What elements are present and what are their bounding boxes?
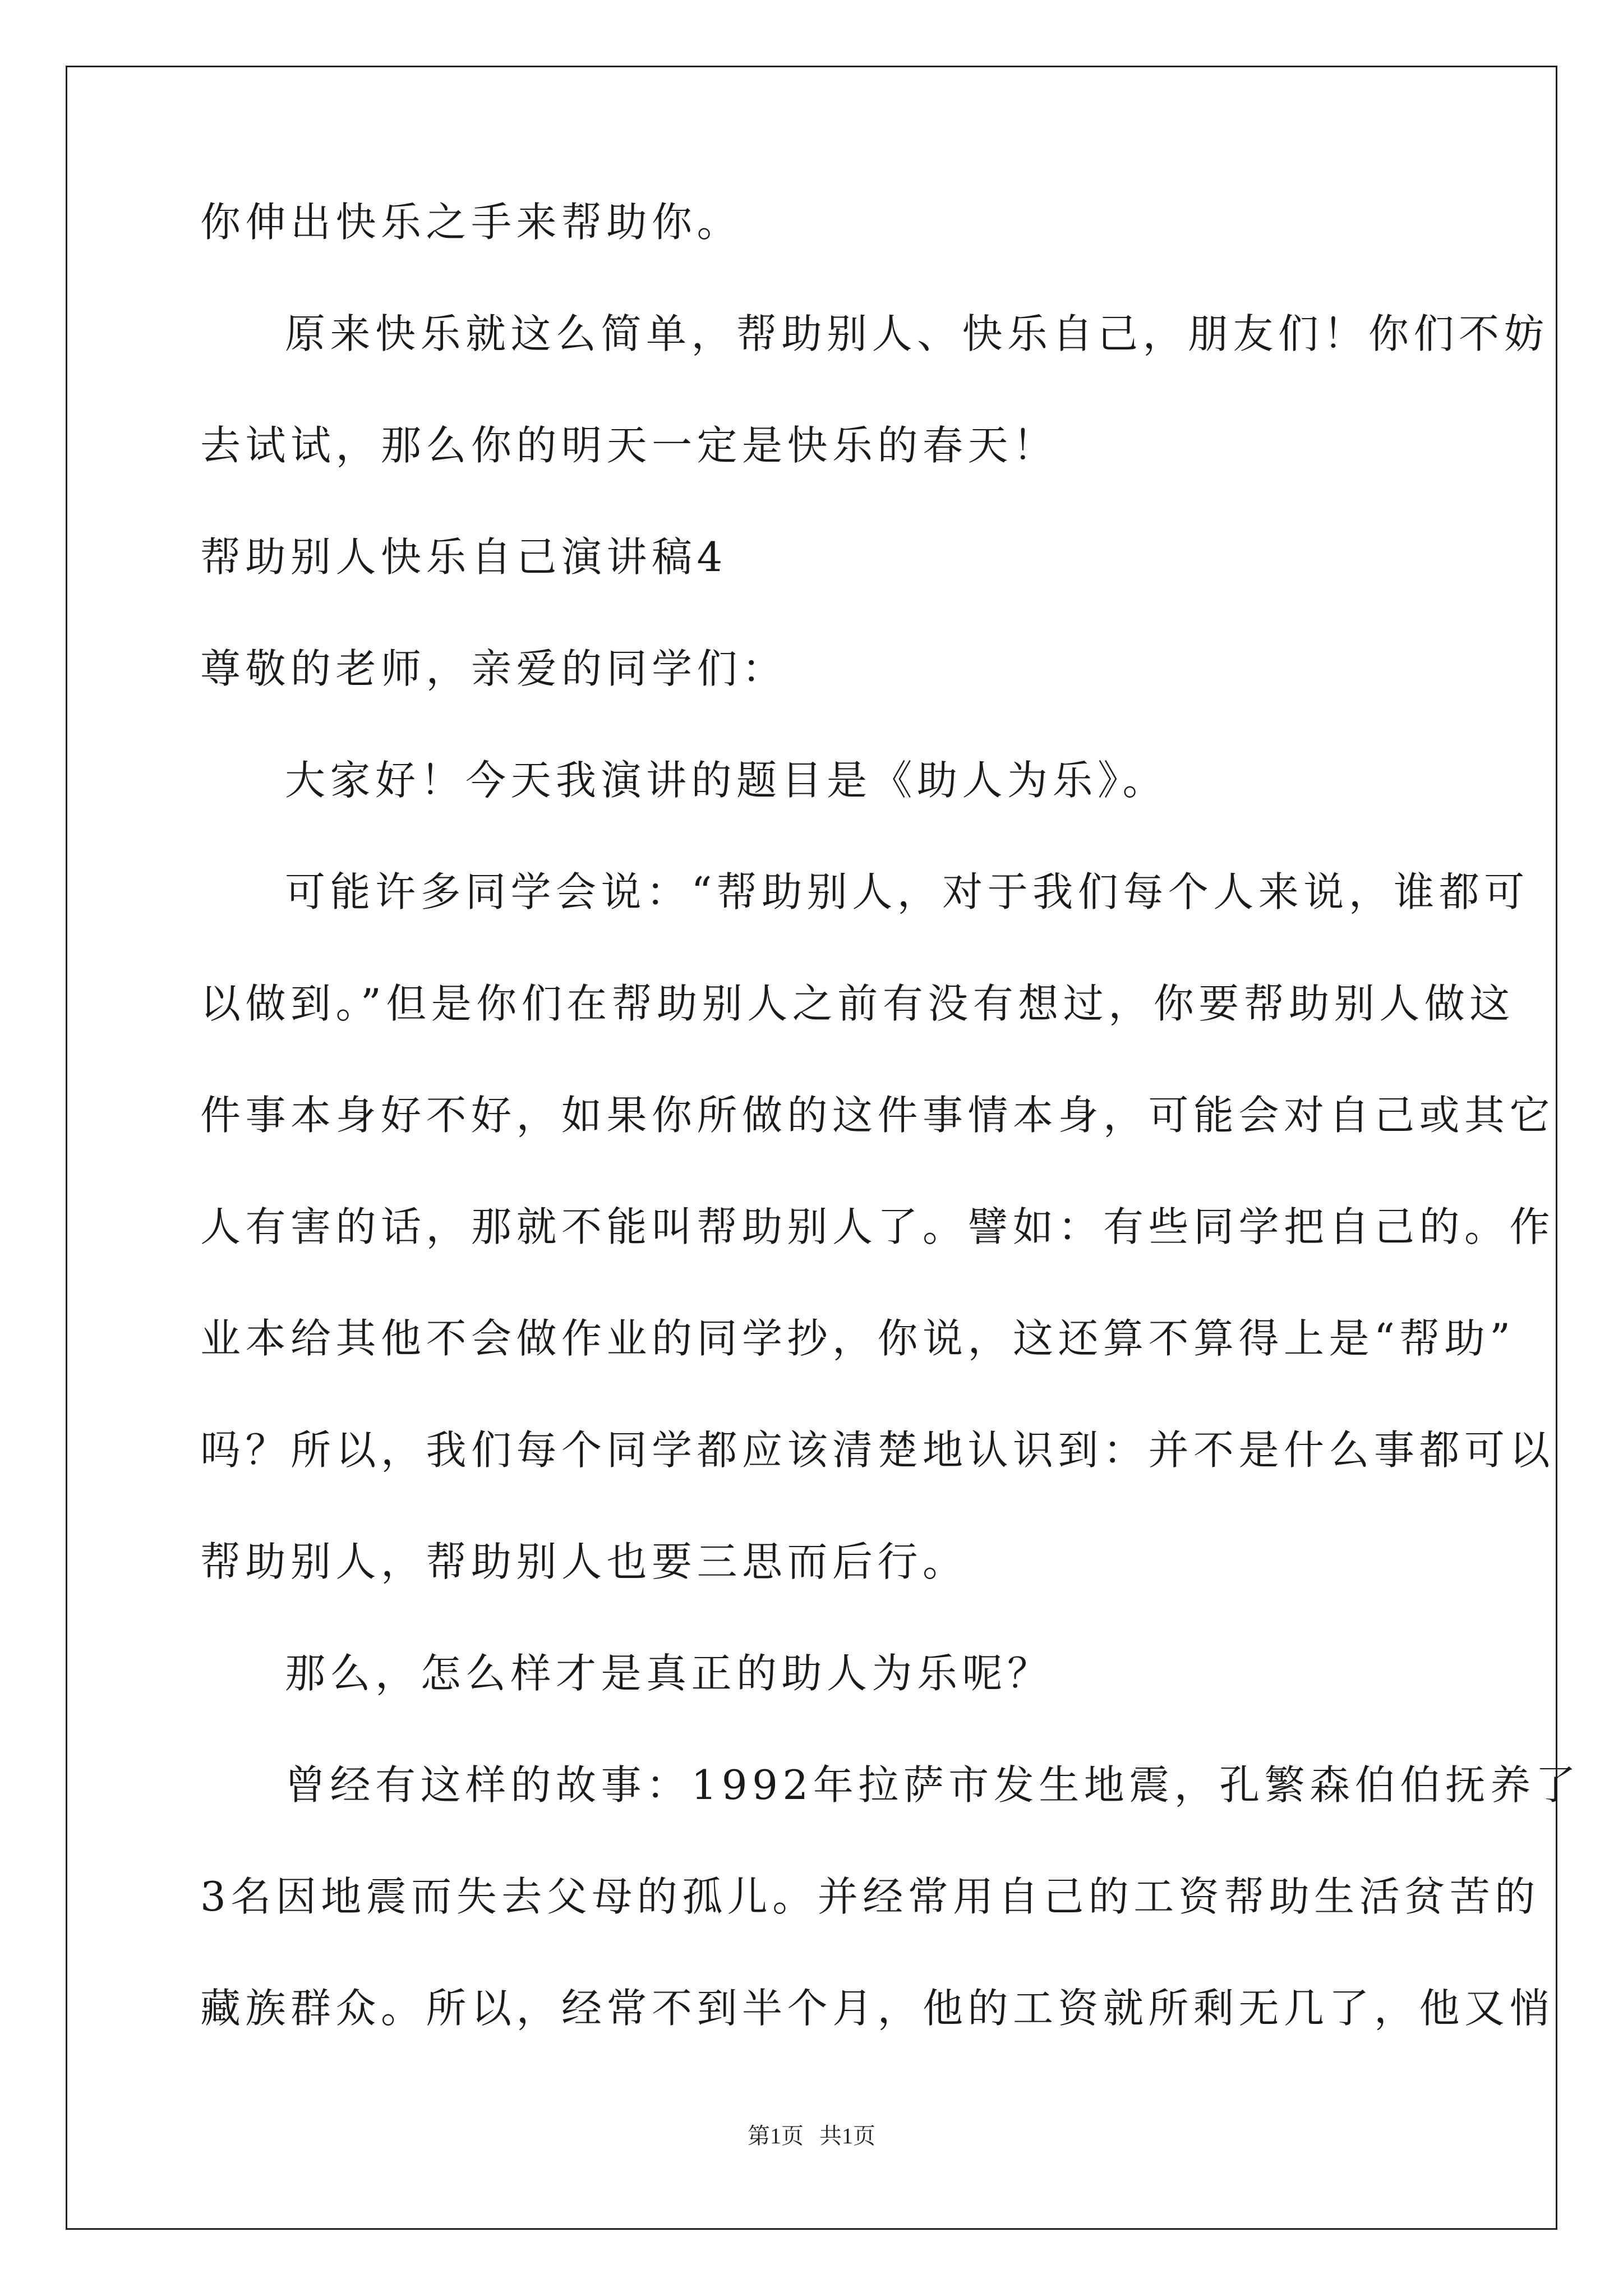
salutation: 尊敬的老师，亲爱的同学们：: [200, 645, 787, 692]
text-line: 吗？所以，我们每个同学都应该清楚地认识到：并不是什么事都可以: [200, 1427, 1555, 1474]
text-line: 人有害的话，那就不能叫帮助别人了。譬如：有些同学把自己的。作: [200, 1203, 1555, 1250]
text-line: 原来快乐就这么简单，帮助别人、快乐自己，朋友们！你们不妨: [285, 310, 1550, 357]
section-heading: 帮助别人快乐自己演讲稿4: [200, 533, 727, 581]
text-line: 件事本身好不好，如果你所做的这件事情本身，可能会对自己或其它: [200, 1092, 1555, 1139]
text-line: 3名因地震而失去父母的孤儿。并经常用自己的工资帮助生活贫苦的: [200, 1873, 1540, 1920]
text-line: 帮助别人，帮助别人也要三思而后行。: [200, 1538, 968, 1585]
text-line: 曾经有这样的故事：1992年拉萨市发生地震，孔繁森伯伯抚养了: [285, 1761, 1581, 1809]
text-line: 以做到。”但是你们在帮助别人之前有没有想过，你要帮助别人做这: [200, 980, 1515, 1027]
page-footer: 第1页 共1页: [748, 2123, 875, 2148]
document-body: [200, 199, 1581, 2032]
text-line: 大家好！今天我演讲的题目是《助人为乐》。: [285, 757, 1168, 804]
text-line: 那么，怎么样才是真正的助人为乐呢？: [285, 1650, 1053, 1697]
text-line: 你伸出快乐之手来帮助你。: [200, 199, 743, 246]
text-line: 可能许多同学会说：“帮助别人，对于我们每个人来说，谁都可: [285, 868, 1529, 915]
text-line: 业本给其他不会做作业的同学抄，你说，这还算不算得上是“帮助”: [200, 1315, 1515, 1362]
text-line: 去试试，那么你的明天一定是快乐的春天！: [200, 422, 1058, 469]
text-line: 藏族群众。所以，经常不到半个月，他的工资就所剩无几了，他又悄: [200, 1985, 1555, 2032]
